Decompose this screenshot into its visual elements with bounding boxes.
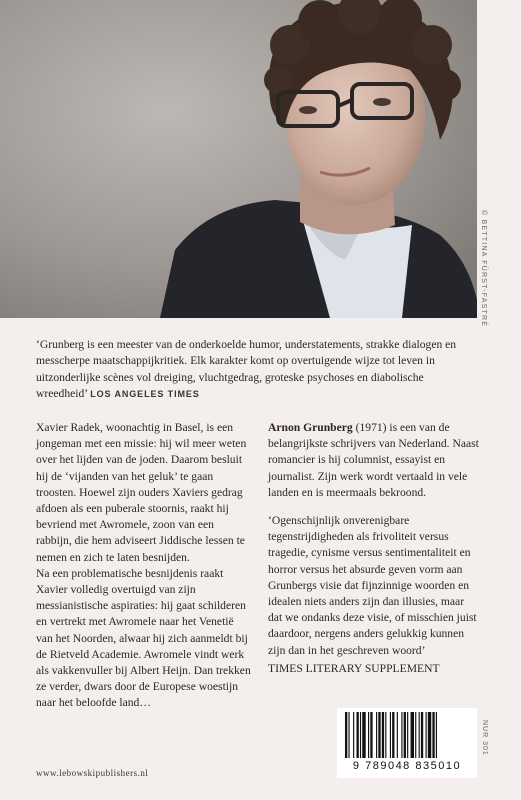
quote-source: LOS ANGELES TIMES <box>90 388 200 399</box>
author-portrait-illustration <box>0 0 477 318</box>
photo-credit <box>477 210 487 240</box>
quote-text: ‘Grunberg is een meester van de onderkoelde humor, understatements, strakke dialogen en messcherpe maatschappijkritiek. Elk karakter komt op overtuigende wijze tot leven in uitzonderlijke scènes vol dreiging, vluchtgedrag, groteske psychoses en diabolische wreedheid’ <box>36 338 457 400</box>
barcode-bar <box>392 712 394 758</box>
barcode-bar <box>353 712 354 758</box>
barcode-bar <box>390 712 391 758</box>
barcode-bar <box>407 712 408 758</box>
barcode-bar <box>421 712 423 758</box>
barcode-bar <box>368 712 369 758</box>
isbn-number: 9 789048 835010 <box>352 760 462 772</box>
barcode-bar <box>419 712 420 758</box>
review-text: ‘Ogenschijnlijk onverenigbare tegenstrijdigheden als frivoliteit versus tragedie, cynisme versus sentimentaliteit en horror versus het absurde geven vorm aan Grunbergs visie dat fijnzinnige woorden en idealen niets anders zijn dan illusies, maar dat we ondanks deze visie, of misschien juist daardoor, nergens anders gelukkig kunnen zijn dan in het geschreven woord’ <box>268 514 477 657</box>
author-column <box>268 420 481 689</box>
barcode <box>337 708 477 778</box>
publisher-url[interactable]: www.lebowskipublishers.nl <box>36 768 149 778</box>
nur-code: NUR 301 <box>481 720 488 756</box>
barcode-bar <box>378 712 380 758</box>
synopsis-paragraph: Na een problematische besnijdenis raakt Xavier volledig overtuigd van zijn messianistische aspiraties: hij gaat schilderen en vertrekt met Awromele naar het Venetië van het Noorden, alwaar hij zich aanmeldt bij de Rietveld Academie. Awromele vindt werk als vakkenvuller bij Albert Heijn. Dan trekken ze verder, dwars door de Europese woestijn naar het beloofde land… <box>36 566 251 710</box>
barcode-bar <box>357 712 359 758</box>
barcode-bar <box>382 712 384 758</box>
barcode-bar <box>345 712 347 758</box>
author-photo <box>0 0 477 318</box>
barcode-bar <box>428 712 431 758</box>
barcode-bar <box>436 712 437 758</box>
review-block <box>268 513 481 677</box>
barcode-bar <box>362 712 365 758</box>
review-source: TIMES LITERARY SUPPLEMENT <box>268 661 440 675</box>
barcode-bar <box>426 712 427 758</box>
barcode-bar <box>348 712 349 758</box>
quote-block <box>36 337 476 402</box>
author-bio-text: (1971) is een van de belangrijkste schrijvers van Nederland. Naast romancier is hij columnist, essayist en journalist. Zijn werk wordt vertaald in vele landen en is meermaals bekroond. <box>268 421 479 499</box>
barcode-bars <box>345 712 469 760</box>
author-bio <box>268 420 481 501</box>
barcode-bar <box>401 712 402 758</box>
synopsis-paragraph: Xavier Radek, woonachtig in Basel, is een jongeman met een missie: hij wil meer weten over het lijden van de joden. Daarom besluit hij de ‘vijanden van het geluk’ te gaan troosten. Hoewel zijn ouders Xaviers gedrag afdoen als een puberale stoornis, raakt hij bevriend met Awromele, zoon van een rabbijn, die hem adviseert Jiddische lessen te nemen en zich te laten besnijden. <box>36 421 247 564</box>
barcode-bar <box>415 712 416 758</box>
barcode-bar <box>432 712 434 758</box>
synopsis-column <box>36 420 252 712</box>
barcode-bar <box>370 712 372 758</box>
barcode-bar <box>385 712 386 758</box>
barcode-bar <box>376 712 377 758</box>
barcode-bar <box>411 712 414 758</box>
barcode-bar <box>397 712 398 758</box>
barcode-bar <box>360 712 361 758</box>
barcode-bar <box>404 712 406 758</box>
author-name: Arnon Grunberg <box>268 421 353 434</box>
right-edge-strip <box>477 0 521 800</box>
